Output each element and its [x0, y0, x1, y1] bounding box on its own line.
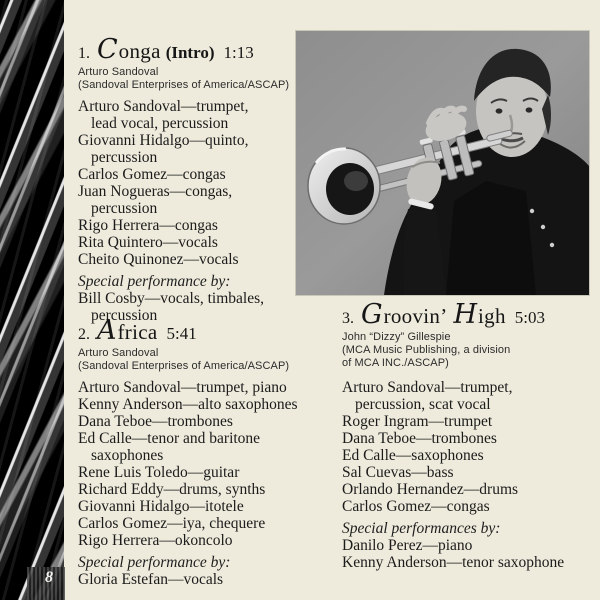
personnel-line: Arturo Sandoval—trumpet,	[342, 379, 513, 396]
track-2-title	[78, 317, 302, 345]
track-title-initial-2: H	[453, 299, 478, 330]
track-title-text: roovin’	[383, 304, 448, 328]
personnel-line: Giovanni Hidalgo—quinto,	[78, 132, 249, 149]
personnel-line: percussion	[91, 149, 158, 166]
personnel-line: Carlos Gomez—iya, chequere	[78, 515, 266, 532]
personnel-line: Rigo Herrera—okoncolo	[78, 532, 233, 549]
personnel-line: lead vocal, percussion	[91, 115, 229, 132]
publisher-line: of MCA INC./ASCAP)	[342, 357, 449, 369]
personnel-line: Juan Nogueras—congas,	[78, 183, 233, 200]
publisher-line: John “Dizzy” Gillespie	[342, 331, 451, 343]
track-2	[78, 317, 302, 588]
track-duration: 5:41	[166, 324, 197, 343]
track-1-personnel	[78, 98, 300, 268]
personnel-line: Danilo Perez—piano	[342, 537, 473, 554]
track-3	[342, 301, 594, 571]
track-title-qualifier: (Intro)	[165, 43, 215, 62]
track-3-special	[342, 537, 594, 571]
publisher-line: Arturo Sandoval	[78, 66, 159, 78]
track-3-title	[342, 301, 594, 329]
track-number: 1.	[78, 45, 90, 62]
personnel-line: percussion, scat vocal	[355, 396, 491, 413]
track-title-initial: G	[361, 299, 383, 330]
personnel-line: Ed Calle—tenor and baritone	[78, 430, 261, 447]
publisher-line: Arturo Sandoval	[78, 347, 159, 359]
track-number: 2.	[78, 326, 90, 343]
personnel-line: Cheito Quinonez—vocals	[78, 251, 239, 268]
publisher-line: (Sandoval Enterprises of America/ASCAP)	[78, 360, 290, 372]
track-1	[78, 36, 300, 324]
personnel-line: Arturo Sandoval—trumpet, piano	[78, 379, 287, 396]
page-number: 8	[45, 569, 53, 586]
personnel-line: Gloria Estefan—vocals	[78, 571, 224, 588]
track-title-text-2: igh	[478, 304, 506, 328]
track-duration: 1:13	[223, 43, 254, 62]
trumpeter-illustration	[296, 31, 589, 295]
personnel-line: Ed Calle—saxophones	[342, 447, 484, 464]
special-performance-label: Special performance by:	[78, 273, 231, 290]
personnel-line: percussion	[91, 307, 158, 324]
personnel-line: Rita Quintero—vocals	[78, 234, 218, 251]
personnel-line: Orlando Hernandez—drums	[342, 481, 519, 498]
personnel-line: Roger Ingram—trumpet	[342, 413, 493, 430]
personnel-line: Richard Eddy—drums, synths	[78, 481, 266, 498]
personnel-line: Giovanni Hidalgo—itotele	[78, 498, 244, 515]
personnel-line: Carlos Gomez—congas	[78, 166, 226, 183]
personnel-line: Kenny Anderson—alto saxophones	[78, 396, 298, 413]
track-3-publisher	[342, 331, 594, 370]
track-2-publisher	[78, 347, 302, 373]
left-texture-strip	[0, 0, 64, 600]
personnel-line: Dana Teboe—trombones	[78, 413, 233, 430]
track-2-personnel	[78, 379, 302, 549]
personnel-line: percussion	[91, 200, 158, 217]
track-number: 3.	[342, 310, 354, 327]
personnel-line: Bill Cosby—vocals, timbales,	[78, 290, 264, 307]
publisher-line: (Sandoval Enterprises of America/ASCAP)	[78, 79, 290, 91]
track-title-initial: A	[97, 315, 117, 346]
track-title-initial: C	[97, 34, 118, 65]
personnel-line: Kenny Anderson—tenor saxophone	[342, 554, 565, 571]
special-performance-label: Special performance by:	[78, 554, 231, 571]
track-title-text: frica	[117, 320, 158, 344]
personnel-line: saxophones	[91, 447, 164, 464]
track-3-personnel	[342, 379, 594, 515]
personnel-line: Dana Teboe—trombones	[342, 430, 497, 447]
personnel-line: Rigo Herrera—congas	[78, 217, 218, 234]
track-title-text: onga	[118, 39, 161, 63]
publisher-line: (MCA Music Publishing, a division	[342, 344, 511, 356]
track-duration: 5:03	[514, 308, 546, 327]
track-1-title	[78, 36, 300, 64]
artist-photo	[296, 31, 589, 295]
track-2-special	[78, 571, 302, 588]
personnel-line: Sal Cuevas—bass	[342, 464, 454, 481]
track-1-publisher	[78, 66, 300, 92]
personnel-line: Arturo Sandoval—trumpet,	[78, 98, 249, 115]
special-performance-label: Special performances by:	[342, 520, 501, 537]
personnel-line: Carlos Gomez—congas	[342, 498, 490, 515]
personnel-line: Rene Luis Toledo—guitar	[78, 464, 240, 481]
